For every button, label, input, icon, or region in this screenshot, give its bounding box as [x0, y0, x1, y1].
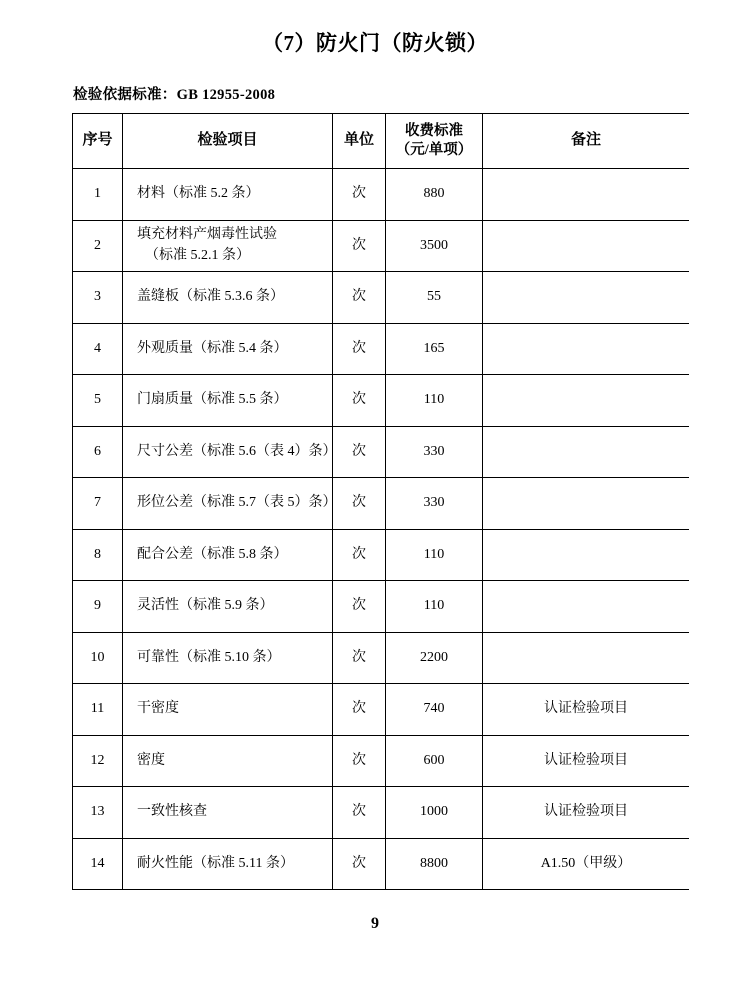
- cell-unit: 次: [333, 272, 386, 324]
- cell-item-line1: 配合公差（标准 5.8 条）: [137, 546, 288, 562]
- standard-reference: [0, 56, 750, 105]
- cell-no: 2: [73, 220, 123, 272]
- table-row: [73, 787, 690, 839]
- cell-item: [123, 581, 333, 633]
- cell-fee: 110: [386, 529, 483, 581]
- cell-unit: 次: [333, 323, 386, 375]
- cell-no: 13: [73, 787, 123, 839]
- cell-item-line1: 形位公差（标准 5.7（表 5）条）: [137, 495, 337, 511]
- cell-item: [123, 684, 333, 736]
- fee-table: [72, 113, 689, 890]
- cell-no: 10: [73, 632, 123, 684]
- cell-item-line1: 门扇质量（标准 5.5 条）: [137, 392, 288, 408]
- table-row: [73, 375, 690, 427]
- column-header-remark: 备注: [483, 114, 690, 169]
- cell-unit: 次: [333, 478, 386, 530]
- cell-item-line1: 干密度: [137, 701, 179, 717]
- table-row: [73, 529, 690, 581]
- cell-fee: 8800: [386, 838, 483, 890]
- cell-remark: 认证检验项目: [483, 684, 690, 736]
- cell-no: 8: [73, 529, 123, 581]
- cell-item: [123, 632, 333, 684]
- cell-item: [123, 272, 333, 324]
- cell-no: 4: [73, 323, 123, 375]
- page-title: （7）防火门（防火锁）: [262, 31, 488, 55]
- cell-item: [123, 787, 333, 839]
- cell-no: 11: [73, 684, 123, 736]
- cell-item: [123, 529, 333, 581]
- cell-no: 9: [73, 581, 123, 633]
- column-header-fee-line1: 收费标准: [405, 123, 463, 140]
- cell-remark: [483, 272, 690, 324]
- cell-remark: [483, 478, 690, 530]
- table-row: [73, 220, 690, 272]
- table-row: [73, 581, 690, 633]
- cell-item-line1: 盖缝板（标准 5.3.6 条）: [137, 289, 284, 305]
- cell-fee: 110: [386, 581, 483, 633]
- fee-table-container: [72, 113, 689, 903]
- cell-unit: 次: [333, 684, 386, 736]
- cell-item: [123, 838, 333, 890]
- cell-remark: [483, 529, 690, 581]
- cell-remark: 认证检验项目: [483, 735, 690, 787]
- cell-item-line1: 材料（标准 5.2 条）: [137, 186, 260, 202]
- cell-unit: 次: [333, 375, 386, 427]
- cell-item-line1: 尺寸公差（标准 5.6（表 4）条）: [137, 443, 337, 459]
- cell-no: 7: [73, 478, 123, 530]
- cell-item: [123, 375, 333, 427]
- cell-fee: 740: [386, 684, 483, 736]
- cell-unit: 次: [333, 632, 386, 684]
- cell-fee: 880: [386, 169, 483, 221]
- cell-remark: [483, 632, 690, 684]
- cell-item-line1: 外观质量（标准 5.4 条）: [137, 340, 288, 356]
- table-row: [73, 838, 690, 890]
- cell-item-line2: （标准 5.2.1 条）: [145, 247, 250, 263]
- cell-fee: 165: [386, 323, 483, 375]
- cell-fee: 110: [386, 375, 483, 427]
- cell-remark: [483, 375, 690, 427]
- cell-fee: 330: [386, 478, 483, 530]
- cell-item: [123, 478, 337, 530]
- column-header-unit: 单位: [333, 114, 386, 169]
- cell-unit: 次: [333, 220, 386, 272]
- cell-item-line1: 一致性核查: [137, 804, 207, 820]
- column-header-item: 检验项目: [123, 114, 333, 169]
- cell-unit: 次: [333, 838, 386, 890]
- table-row: [73, 478, 690, 530]
- cell-item-line1: 可靠性（标准 5.10 条）: [137, 649, 281, 665]
- cell-remark: 认证检验项目: [483, 787, 690, 839]
- cell-item-line1: 密度: [137, 752, 165, 768]
- table-head: [73, 114, 690, 169]
- cell-item-line1: 耐火性能（标准 5.11 条）: [137, 855, 294, 871]
- cell-remark: [483, 426, 690, 478]
- cell-fee: 600: [386, 735, 483, 787]
- cell-no: 3: [73, 272, 123, 324]
- cell-item: [123, 220, 333, 272]
- cell-no: 12: [73, 735, 123, 787]
- standard-label: 检验依据标准：: [73, 87, 177, 104]
- cell-remark: A1.50（甲级）: [483, 838, 690, 890]
- cell-remark: [483, 581, 690, 633]
- cell-item: [123, 735, 333, 787]
- cell-unit: 次: [333, 581, 386, 633]
- cell-fee: 3500: [386, 220, 483, 272]
- cell-fee: 2200: [386, 632, 483, 684]
- cell-unit: 次: [333, 787, 386, 839]
- cell-fee: 330: [386, 426, 483, 478]
- page-number: 9: [371, 915, 379, 932]
- cell-no: 1: [73, 169, 123, 221]
- cell-item: [123, 426, 337, 478]
- cell-remark: [483, 169, 690, 221]
- table-row: [73, 426, 690, 478]
- column-header-no: 序号: [73, 114, 123, 169]
- column-header-fee-line2: （元/单项）: [395, 142, 473, 158]
- table-body: [73, 169, 690, 890]
- cell-no: 6: [73, 426, 123, 478]
- standard-code: GB 12955-2008: [176, 87, 276, 104]
- table-row: [73, 735, 690, 787]
- cell-fee: 1000: [386, 787, 483, 839]
- cell-unit: 次: [333, 426, 386, 478]
- table-row: [73, 632, 690, 684]
- cell-item: [123, 169, 333, 221]
- cell-unit: 次: [333, 735, 386, 787]
- column-header-fee: [386, 114, 483, 169]
- cell-no: 5: [73, 375, 123, 427]
- table-row: [73, 684, 690, 736]
- table-row: [73, 169, 690, 221]
- cell-remark: [483, 220, 690, 272]
- cell-unit: 次: [333, 529, 386, 581]
- table-row: [73, 272, 690, 324]
- cell-unit: 次: [333, 169, 386, 221]
- cell-no: 14: [73, 838, 123, 890]
- cell-item: [123, 323, 333, 375]
- table-header-row: [73, 114, 690, 169]
- cell-item-line1: 填充材料产烟毒性试验: [137, 227, 277, 243]
- table-row: [73, 323, 690, 375]
- cell-remark: [483, 323, 690, 375]
- cell-item-line1: 灵活性（标准 5.9 条）: [137, 598, 274, 614]
- cell-fee: 55: [386, 272, 483, 324]
